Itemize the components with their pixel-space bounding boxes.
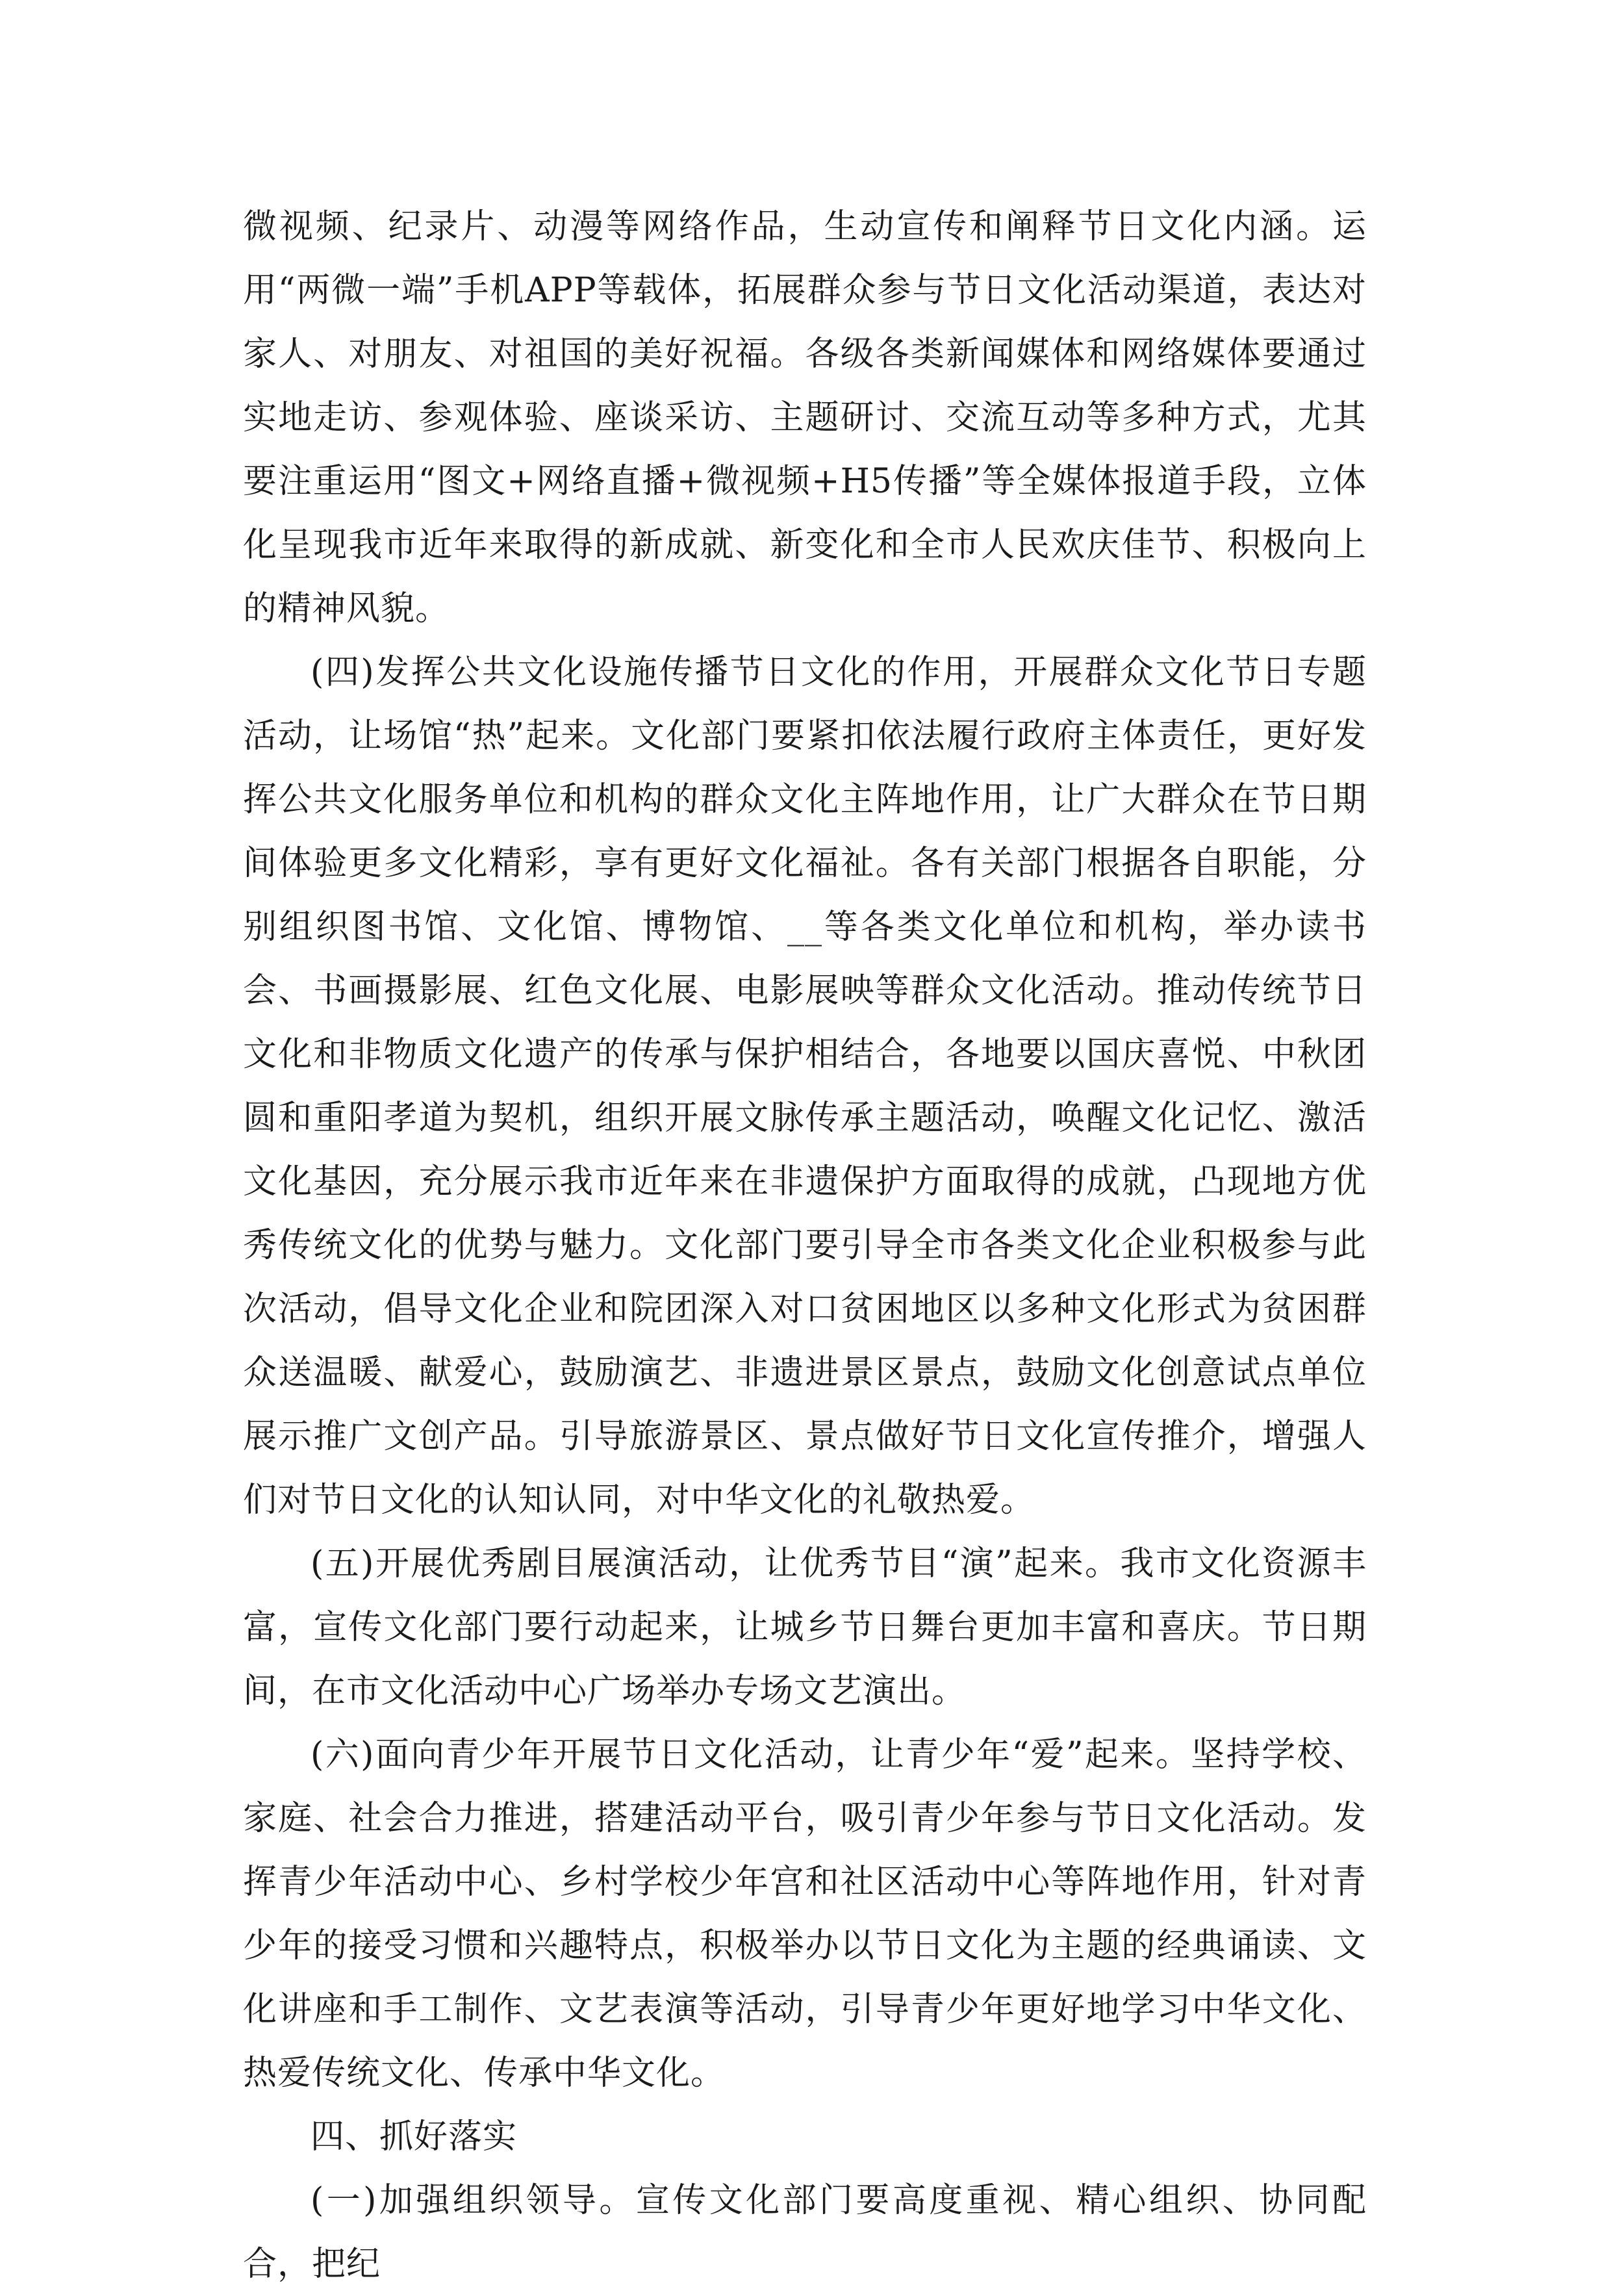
paragraph-section-4-public-culture: (四)发挥公共文化设施传播节日文化的作用，开展群众文化节日专题活动，让场馆“热”起来。文化部门要紧扣依法履行政府主体责任，更好发挥公共文化服务单位和机构的群众文化主阵地作用，让广大群众在节日期间体验更多文化精彩，享有更好文化福祉。各有关部门根据各自职能，分别组织图书馆、文化馆、博物馆、__等各类文化单位和机构，举办读书会、书画摄影展、红色文化展、电影展映等群众文化活动。推动传统节日文化和非物质文化遗产的传承与保护相结合，各地要以国庆喜悦、中秋团圆和重阳孝道为契机，组织开展文脉传承主题活动，唤醒文化记忆、激活文化基因，充分展示我市近年来在非遗保护方面取得的成就，凸现地方优秀传统文化的优势与魅力。文化部门要引导全市各类文化企业积极参与此次活动，倡导文化企业和院团深入对口贫困地区以多种文化形式为贫困群众送温暖、献爱心，鼓励演艺、非遗进景区景点，鼓励文化创意试点单位展示推广文创产品。引导旅游景区、景点做好节日文化宣传推介，增强人们对节日文化的认知认同，对中华文化的礼敬热爱。 [243, 653, 1367, 1520]
document-body [243, 195, 1367, 2296]
heading-implementation: 四、抓好落实 [311, 2117, 518, 2156]
paragraph-media-promotion: 微视频、纪录片、动漫等网络作品，生动宣传和阐释节日文化内涵。运用“两微一端”手机APP等载体，拓展群众参与节日文化活动渠道，表达对家人、对朋友、对祖国的美好祝福。各级各类新闻媒体和网络媒体要通过实地走访、参观体验、座谈采访、主题研讨、交流互动等多种方式，尤其要注重运用“图文+网络直播+微视频+H5传播”等全媒体报道手段，立体化呈现我市近年来取得的新成就、新变化和全市人民欢庆佳节、积极向上的精神风貌。 [243, 207, 1367, 628]
paragraph-section-5-performances: (五)开展优秀剧目展演活动，让优秀节目“演”起来。我市文化资源丰富，宣传文化部门要行动起来，让城乡节日舞台更加丰富和喜庆。节日期间，在市文化活动中心广场举办专场文艺演出。 [243, 1544, 1367, 1711]
paragraph-leadership: (一)加强组织领导。宣传文化部门要高度重视、精心组织、协同配合，把纪 [243, 2181, 1367, 2284]
paragraph-section-6-youth: (六)面向青少年开展节日文化活动，让青少年“爱”起来。坚持学校、家庭、社会合力推进，搭建活动平台，吸引青少年参与节日文化活动。发挥青少年活动中心、乡村学校少年宫和社区活动中心等阵地作用，针对青少年的接受习惯和兴趣特点，积极举办以节日文化为主题的经典诵读、文化讲座和手工制作、文艺表演等活动，引导青少年更好地学习中华文化、热爱传统文化、传承中华文化。 [243, 1735, 1367, 2093]
